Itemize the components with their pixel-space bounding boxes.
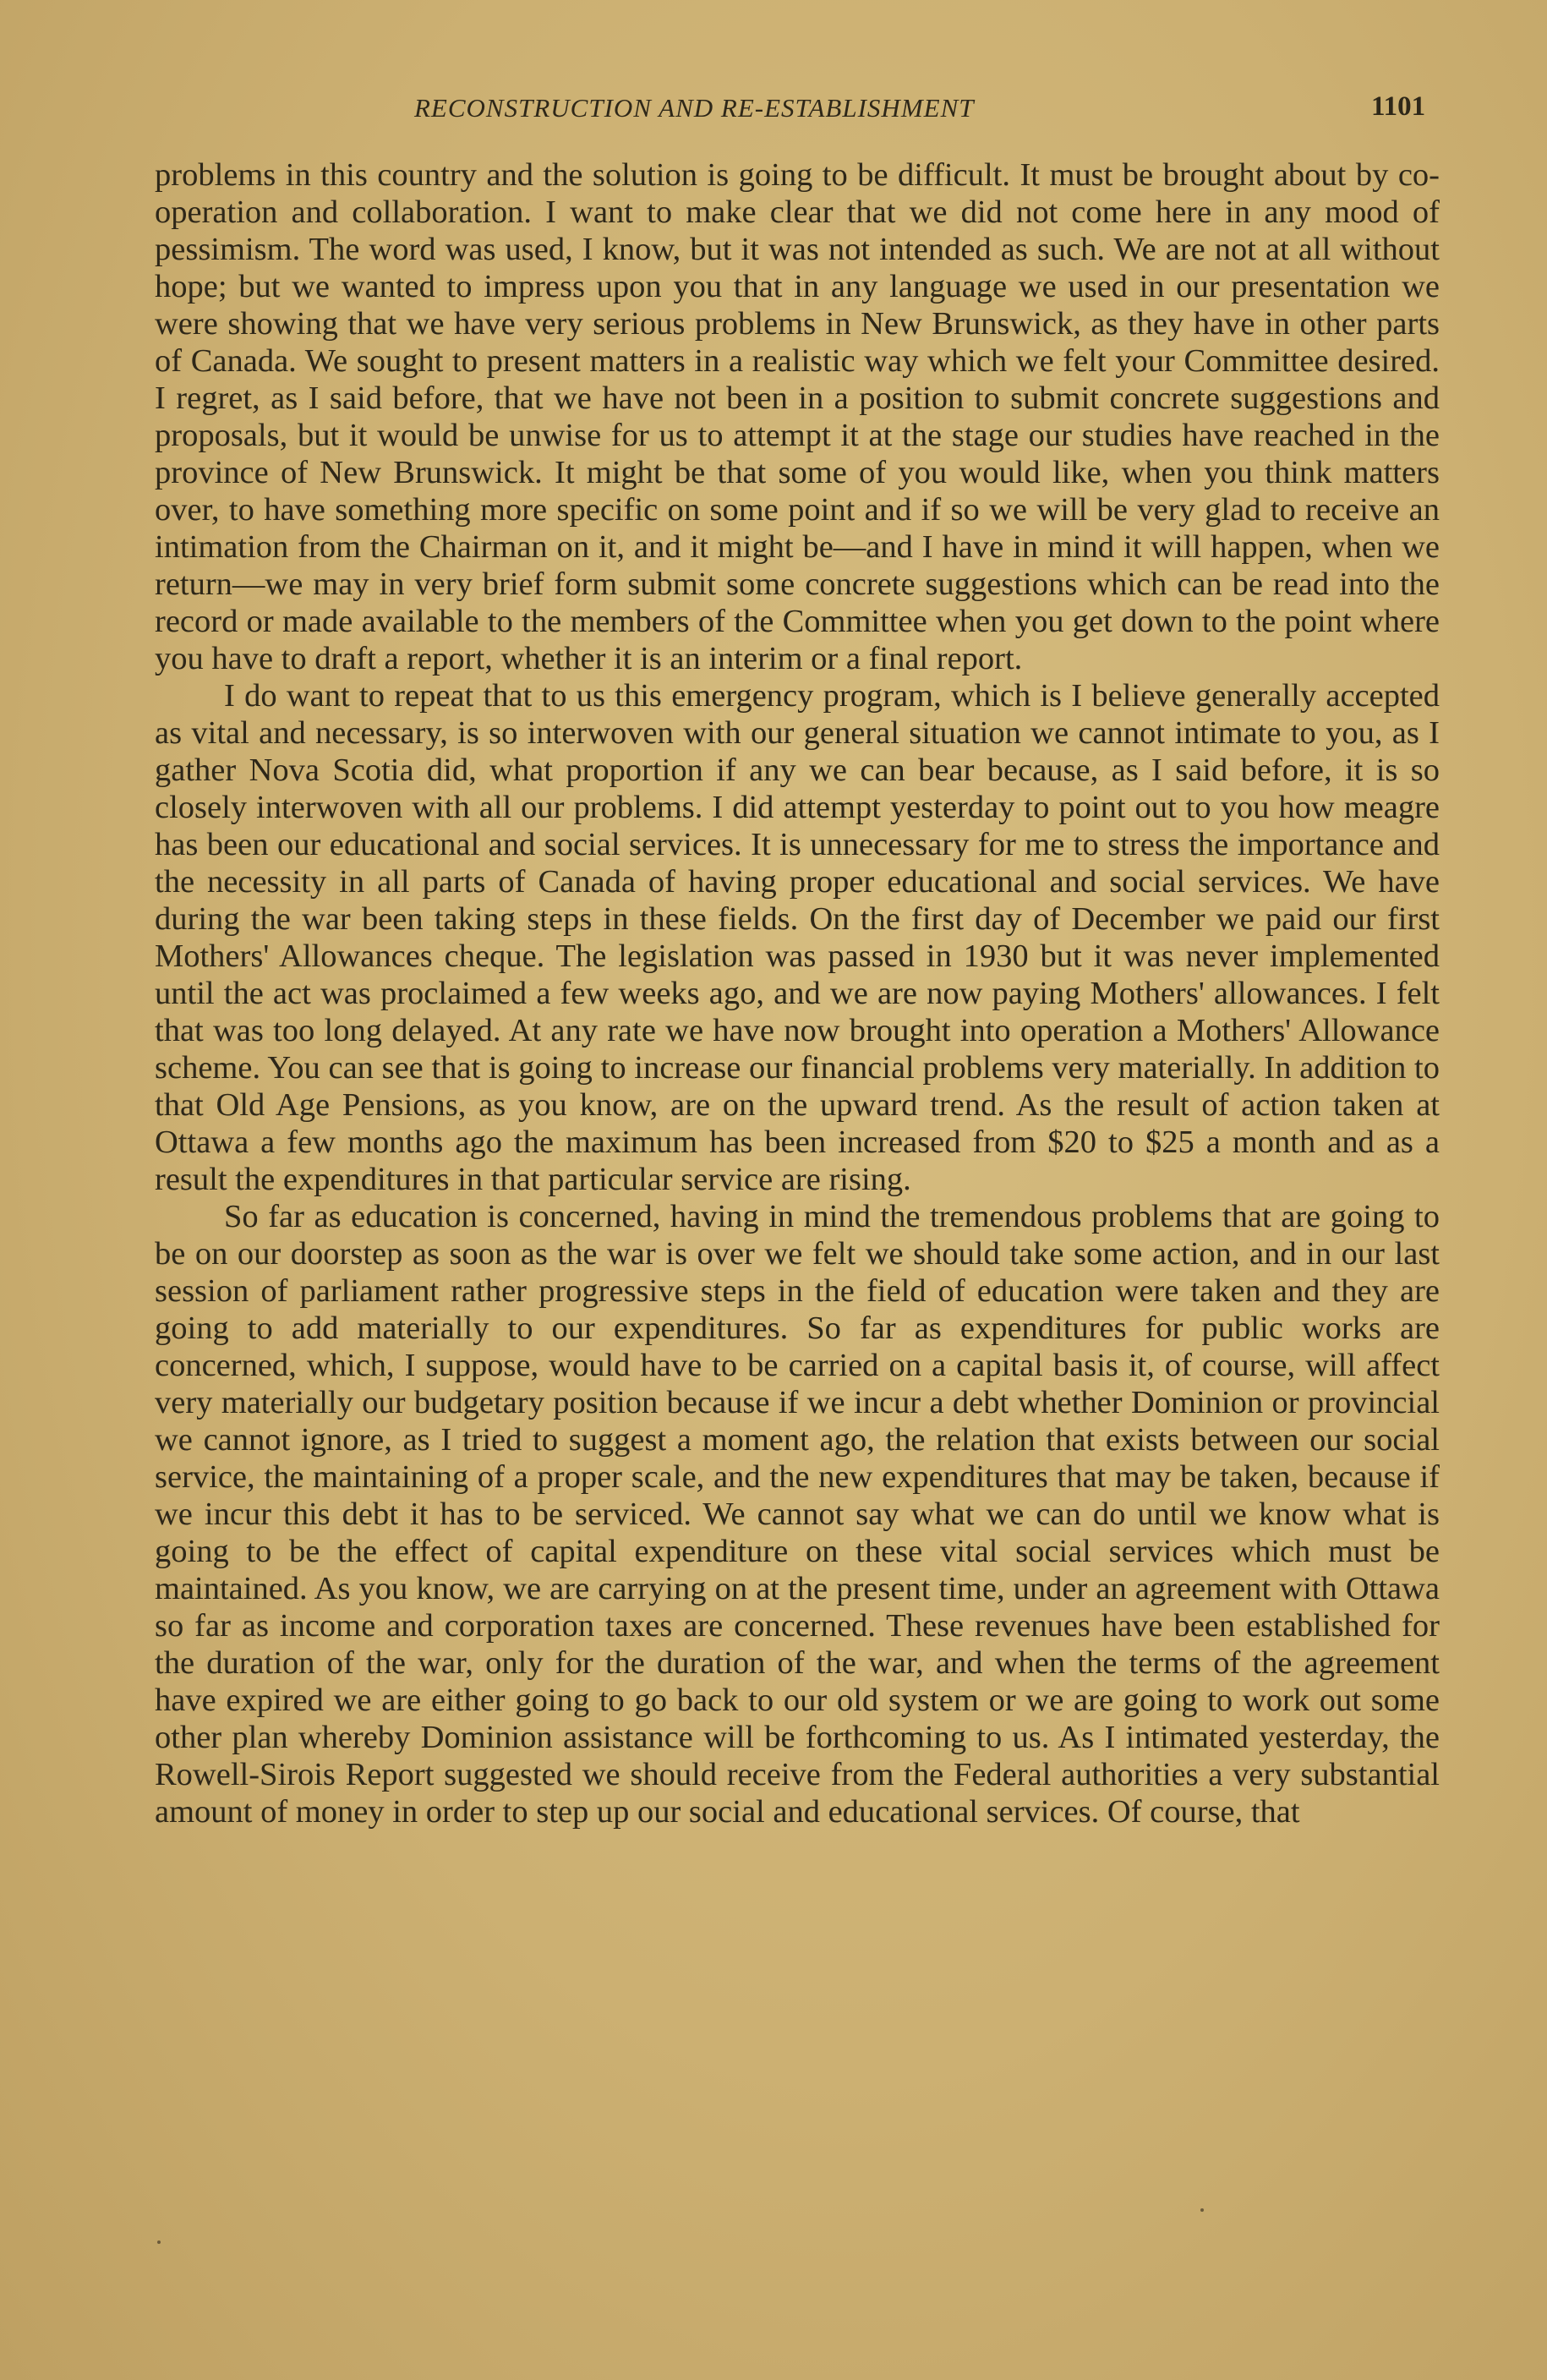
- paper-speck: [1200, 2208, 1204, 2212]
- body-text: [155, 156, 1440, 1830]
- running-head: RECONSTRUCTION AND RE-ESTABLISHMENT: [414, 93, 975, 123]
- paragraph-2: I do want to repeat that to us this emergency program, which is I believe generally accepted as vital and necessary, is so interwoven with our general situation we cannot intimate to you, as I gather Nova Scotia did, what proportion if any we can bear because, as I said before, it is so closely interwoven with all our problems. I did attempt yesterday to point out to you how meagre has been our educational and social services. It is unnecessary for me to stress the importance and the necessity in all parts of Canada of having proper educational and social services. We have during the war been taking steps in these fields. On the first day of December we paid our first Mothers' Allowances cheque. The legislation was passed in 1930 but it was never implemented until the act was proclaimed a few weeks ago, and we are now paying Mothers' allowances. I felt that was too long delayed. At any rate we have now brought into operation a Mothers' Allowance scheme. You can see that is going to increase our financial problems very materially. In addition to that Old Age Pensions, as you know, are on the upward trend. As the result of action taken at Ottawa a few months ago the maximum has been increased from $20 to $25 a month and as a result the expenditures in that particular service are rising.: [155, 678, 1440, 1197]
- paragraph-3: So far as education is concerned, having in mind the tremendous problems that are going to be on our doorstep as soon as the war is over we felt we should take some action, and in our last session of parliament rather progressive steps in the field of education were taken and they are going to add materially to our expenditures. So far as expenditures for public works are concerned, which, I suppose, would have to be carried on a capital basis it, of course, will affect very materially our budgetary position because if we incur a debt whether Dominion or provincial we cannot ignore, as I tried to suggest a moment ago, the relation that exists between our social service, the maintaining of a proper scale, and the new expenditures that may be taken, because if we incur this debt it has to be serviced. We cannot say what we can do until we know what is going to be the effect of capital expenditure on these vital social services which must be maintained. As you know, we are carrying on at the present time, under an agreement with Ottawa so far as income and corporation taxes are concerned. These revenues have been established for the duration of the war, only for the duration of the war, and when the terms of the agreement have expired we are either going to go back to our old system or we are going to work out some other plan whereby Dominion assistance will be forthcoming to us. As I intimated yesterday, the Rowell-Sirois Report suggested we should receive from the Federal authorities a very substantial amount of money in order to step up our social and educational services. Of course, that: [155, 1199, 1440, 1830]
- paper-speck: [157, 2240, 161, 2244]
- paragraph-1: problems in this country and the solution is going to be difficult. It must be brought about by co-operation and collaboration. I want to make clear that we did not come here in any mood of pessimism. The word was used, I know, but it was not intended as such. We are not at all without hope; but we wanted to impress upon you that in any language we used in our presentation we were showing that we have very serious problems in New Brunswick, as they have in other parts of Canada. We sought to present matters in a realistic way which we felt your Committee desired. I regret, as I said before, that we have not been in a position to submit concrete suggestions and proposals, but it would be unwise for us to attempt it at the stage our studies have reached in the province of New Brunswick. It might be that some of you would like, when you think matters over, to have something more specific on some point and if so we will be very glad to receive an intimation from the Chairman on it, and it might be—and I have in mind it will happen, when we return—we may in very brief form submit some concrete suggestions which can be read into the record or made available to the members of the Committee when you get down to the point where you have to draft a report, whether it is an interim or a final report.: [155, 157, 1440, 676]
- page-number: 1101: [1371, 91, 1426, 122]
